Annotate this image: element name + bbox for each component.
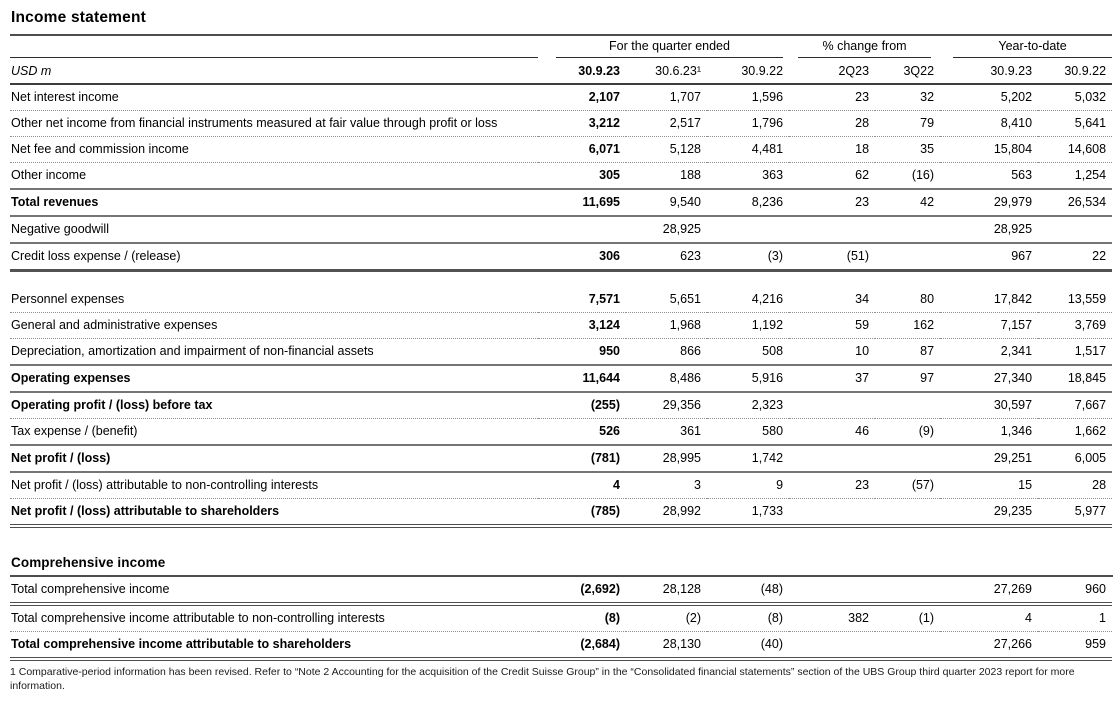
row-label: Tax expense / (benefit) (10, 419, 538, 446)
cell-value: 563 (940, 163, 1038, 190)
cell-value: 11,644 (538, 365, 626, 392)
table-row (10, 163, 1112, 190)
cell-value: 4 (538, 472, 626, 499)
cell-value: 27,269 (940, 577, 1038, 604)
table-row (10, 189, 1112, 216)
cell-value (789, 216, 875, 243)
table-row (10, 365, 1112, 392)
row-label: Operating profit / (loss) before tax (10, 392, 538, 419)
column-header: 30.9.22 (1038, 58, 1112, 84)
table-row (10, 604, 1112, 632)
cell-value: 42 (875, 189, 940, 216)
column-header: 3Q22 (875, 58, 940, 84)
cell-value: 967 (940, 243, 1038, 271)
cell-value (875, 499, 940, 527)
cell-value: 27,340 (940, 365, 1038, 392)
table-row (10, 137, 1112, 163)
comprehensive-income-table (10, 577, 1112, 661)
cell-value (789, 632, 875, 660)
column-group-label: % change from (798, 38, 931, 58)
cell-value: 361 (626, 419, 707, 446)
cell-value: 162 (875, 313, 940, 339)
cell-value: 5,916 (707, 365, 789, 392)
cell-value: 62 (789, 163, 875, 190)
spacer-row (10, 271, 1112, 288)
cell-value: (2,684) (538, 632, 626, 660)
cell-value: 363 (707, 163, 789, 190)
cell-value: 28,925 (626, 216, 707, 243)
cell-value: 9,540 (626, 189, 707, 216)
cell-value: (57) (875, 472, 940, 499)
column-group-quarter (538, 36, 789, 58)
cell-value: 5,651 (626, 287, 707, 313)
cell-value: 10 (789, 339, 875, 366)
cell-value: 30,597 (940, 392, 1038, 419)
column-header: 30.6.23¹ (626, 58, 707, 84)
cell-value: 382 (789, 604, 875, 632)
row-label: Total comprehensive income (10, 577, 538, 604)
cell-value: 80 (875, 287, 940, 313)
row-label: General and administrative expenses (10, 313, 538, 339)
cell-value: 18,845 (1038, 365, 1112, 392)
row-label: Credit loss expense / (release) (10, 243, 538, 271)
cell-value: 1,707 (626, 84, 707, 111)
cell-value: 29,251 (940, 445, 1038, 472)
cell-value: 1,662 (1038, 419, 1112, 446)
cell-value: 1 (1038, 604, 1112, 632)
cell-value: (40) (707, 632, 789, 660)
cell-value (789, 499, 875, 527)
cell-value (789, 577, 875, 604)
cell-value: 2,341 (940, 339, 1038, 366)
cell-value: 1,254 (1038, 163, 1112, 190)
cell-value: 29,979 (940, 189, 1038, 216)
cell-value: 35 (875, 137, 940, 163)
table-row (10, 313, 1112, 339)
cell-value: 23 (789, 84, 875, 111)
cell-value: 32 (875, 84, 940, 111)
table-row (10, 632, 1112, 660)
cell-value: 3 (626, 472, 707, 499)
table-row (10, 472, 1112, 499)
row-label: Total comprehensive income attributable to shareholders (10, 632, 538, 660)
row-label: Total revenues (10, 189, 538, 216)
cell-value: 959 (1038, 632, 1112, 660)
cell-value: 1,742 (707, 445, 789, 472)
cell-value: 6,005 (1038, 445, 1112, 472)
cell-value: 28,128 (626, 577, 707, 604)
cell-value (875, 216, 940, 243)
cell-value: 3,212 (538, 111, 626, 137)
cell-value (538, 216, 626, 243)
cell-value: 1,796 (707, 111, 789, 137)
cell-value: 1,346 (940, 419, 1038, 446)
cell-value: 306 (538, 243, 626, 271)
cell-value: 15 (940, 472, 1038, 499)
column-header: 30.9.23 (538, 58, 626, 84)
table-row (10, 111, 1112, 137)
cell-value: 188 (626, 163, 707, 190)
cell-value: (8) (707, 604, 789, 632)
column-group-label: For the quarter ended (556, 38, 783, 58)
cell-value (875, 392, 940, 419)
cell-value: 15,804 (940, 137, 1038, 163)
cell-value: 8,410 (940, 111, 1038, 137)
cell-value: 866 (626, 339, 707, 366)
column-group-pct-change (789, 36, 940, 58)
cell-value: 7,157 (940, 313, 1038, 339)
cell-value: 5,032 (1038, 84, 1112, 111)
row-label: Net profit / (loss) attributable to non-controlling interests (10, 472, 538, 499)
cell-value: 29,356 (626, 392, 707, 419)
cell-value: 23 (789, 472, 875, 499)
cell-value: 3,769 (1038, 313, 1112, 339)
cell-value: 9 (707, 472, 789, 499)
cell-value: 2,517 (626, 111, 707, 137)
cell-value: (1) (875, 604, 940, 632)
cell-value: 46 (789, 419, 875, 446)
cell-value: 3,124 (538, 313, 626, 339)
row-label: Depreciation, amortization and impairment of non-financial assets (10, 339, 538, 366)
column-group-ytd (940, 36, 1112, 58)
cell-value: (9) (875, 419, 940, 446)
cell-value (789, 445, 875, 472)
cell-value: 1,596 (707, 84, 789, 111)
cell-value: 5,641 (1038, 111, 1112, 137)
row-label: Other income (10, 163, 538, 190)
cell-value: 580 (707, 419, 789, 446)
cell-value: 7,667 (1038, 392, 1112, 419)
income-statement-table (10, 36, 1112, 528)
cell-value: (48) (707, 577, 789, 604)
cell-value: 5,977 (1038, 499, 1112, 527)
cell-value (875, 243, 940, 271)
cell-value: 23 (789, 189, 875, 216)
cell-value: 79 (875, 111, 940, 137)
unit-label: USD m (10, 58, 538, 84)
cell-value: (8) (538, 604, 626, 632)
cell-value: 526 (538, 419, 626, 446)
cell-value: 8,236 (707, 189, 789, 216)
cell-value: 18 (789, 137, 875, 163)
row-label: Net interest income (10, 84, 538, 111)
row-label: Other net income from financial instruments measured at fair value through profit or loss (10, 111, 538, 137)
cell-value: 2,323 (707, 392, 789, 419)
cell-value: (16) (875, 163, 940, 190)
table-row (10, 216, 1112, 243)
cell-value: 1,517 (1038, 339, 1112, 366)
table-row (10, 419, 1112, 446)
footnote: 1 Comparative-period information has been revised. Refer to “Note 2 Accounting for the acquisition of the Credit Suisse Group” in the “Consolidated financial statements” section of the UBS Group third quarter 2023 report for more information. (10, 666, 1075, 692)
cell-value: (781) (538, 445, 626, 472)
cell-value: 305 (538, 163, 626, 190)
cell-value: 623 (626, 243, 707, 271)
column-group-row (10, 36, 1112, 58)
cell-value: 1,968 (626, 313, 707, 339)
column-header: 2Q23 (789, 58, 875, 84)
row-label: Total comprehensive income attributable to non-controlling interests (10, 604, 538, 632)
cell-value: (3) (707, 243, 789, 271)
cell-value: 2,107 (538, 84, 626, 111)
cell-value: 4 (940, 604, 1038, 632)
cell-value: 37 (789, 365, 875, 392)
table-row (10, 339, 1112, 366)
cell-value: (2,692) (538, 577, 626, 604)
row-label: Net profit / (loss) attributable to shareholders (10, 499, 538, 527)
cell-value: 13,559 (1038, 287, 1112, 313)
table-row (10, 445, 1112, 472)
table-row (10, 577, 1112, 604)
cell-value: 11,695 (538, 189, 626, 216)
cell-value: 17,842 (940, 287, 1038, 313)
row-label: Net fee and commission income (10, 137, 538, 163)
row-label: Negative goodwill (10, 216, 538, 243)
cell-value: 28 (1038, 472, 1112, 499)
cell-value: 1,192 (707, 313, 789, 339)
row-label: Operating expenses (10, 365, 538, 392)
cell-value (875, 445, 940, 472)
cell-value: 28,130 (626, 632, 707, 660)
cell-value: 4,216 (707, 287, 789, 313)
cell-value (789, 392, 875, 419)
cell-value: 508 (707, 339, 789, 366)
row-label: Net profit / (loss) (10, 445, 538, 472)
cell-value: 28,995 (626, 445, 707, 472)
cell-value: 960 (1038, 577, 1112, 604)
cell-value: 27,266 (940, 632, 1038, 660)
cell-value: 4,481 (707, 137, 789, 163)
cell-value (1038, 216, 1112, 243)
column-header: 30.9.23 (940, 58, 1038, 84)
comprehensive-income-title: Comprehensive income (10, 555, 1113, 577)
column-header: 30.9.22 (707, 58, 789, 84)
cell-value (875, 632, 940, 660)
label-column-spacer (10, 36, 538, 58)
cell-value: 87 (875, 339, 940, 366)
cell-value (707, 216, 789, 243)
cell-value: 28 (789, 111, 875, 137)
cell-value: (51) (789, 243, 875, 271)
cell-value: 5,202 (940, 84, 1038, 111)
spacer-cell (10, 271, 1112, 288)
cell-value: 26,534 (1038, 189, 1112, 216)
table-row (10, 84, 1112, 111)
cell-value: 97 (875, 365, 940, 392)
cell-value: 14,608 (1038, 137, 1112, 163)
table-row (10, 499, 1112, 527)
cell-value: 22 (1038, 243, 1112, 271)
column-header-row (10, 58, 1112, 84)
cell-value: 28,992 (626, 499, 707, 527)
cell-value: (785) (538, 499, 626, 527)
cell-value: 59 (789, 313, 875, 339)
table-row (10, 243, 1112, 271)
table-row (10, 287, 1112, 313)
cell-value: 28,925 (940, 216, 1038, 243)
table-row (10, 392, 1112, 419)
cell-value: 8,486 (626, 365, 707, 392)
cell-value: 1,733 (707, 499, 789, 527)
cell-value: 6,071 (538, 137, 626, 163)
cell-value: 7,571 (538, 287, 626, 313)
cell-value: (255) (538, 392, 626, 419)
cell-value: 29,235 (940, 499, 1038, 527)
cell-value: 5,128 (626, 137, 707, 163)
cell-value: 950 (538, 339, 626, 366)
cell-value: 34 (789, 287, 875, 313)
column-group-label: Year-to-date (953, 38, 1112, 58)
cell-value (875, 577, 940, 604)
cell-value: (2) (626, 604, 707, 632)
row-label: Personnel expenses (10, 287, 538, 313)
page-title: Income statement (10, 7, 1112, 36)
